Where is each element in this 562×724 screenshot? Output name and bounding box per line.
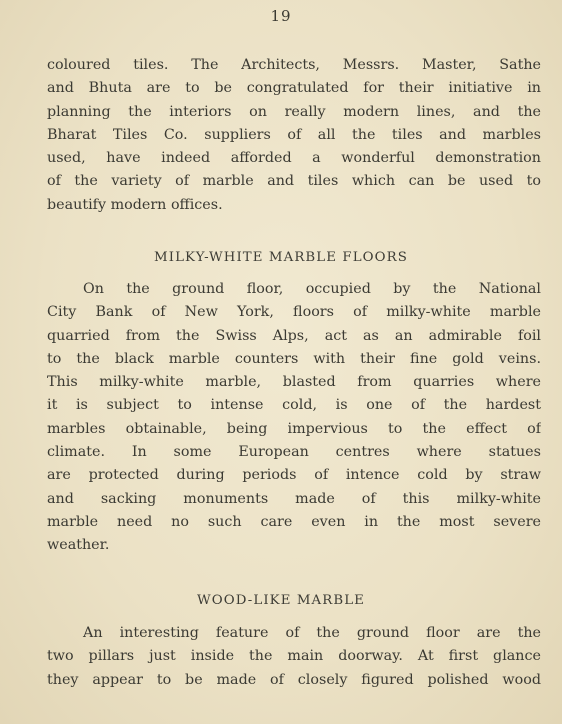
- text-line: This milky-white marble, blasted from quarries where: [47, 374, 541, 391]
- text-line: marbles obtainable, being impervious to the effect of: [47, 420, 541, 437]
- text-line: Bharat Tiles Co. suppliers of all the tiles and marbles: [47, 126, 541, 143]
- text-line: they appear to be made of closely figured polished wood: [47, 671, 541, 688]
- section-heading-wood-like: WOOD-LIKE MARBLE: [197, 593, 365, 608]
- paragraph-milky-white: [47, 278, 541, 558]
- text-line: City Bank of New York, floors of milky-white marble: [47, 304, 541, 321]
- text-line: and sacking monuments made of this milky-white: [47, 490, 541, 507]
- text-line: An interesting feature of the ground floor are the: [83, 625, 541, 641]
- text-line: marble need no such care even in the most severe: [47, 513, 541, 530]
- text-line: two pillars just inside the main doorway. At first glance: [47, 648, 541, 665]
- text-line: planning the interiors on really modern lines, and the: [47, 103, 541, 120]
- text-line: coloured tiles. The Architects, Messrs. Master, Sathe: [47, 57, 541, 73]
- text-line: quarried from the Swiss Alps, act as an admirable foil: [47, 327, 541, 344]
- paragraph-wood-like: [47, 622, 541, 692]
- text-line: weather.: [47, 537, 110, 554]
- text-line: climate. In some European centres where statues: [47, 444, 541, 461]
- text-line: it is subject to intense cold, is one of the hardest: [47, 397, 541, 414]
- text-line: of the variety of marble and tiles which can be used to: [47, 173, 541, 190]
- text-line: to the black marble counters with their fine gold veins.: [47, 350, 541, 367]
- page-number: 19: [270, 7, 292, 25]
- paragraph-intro: [47, 54, 541, 217]
- section-heading-milky-white: MILKY-WHITE MARBLE FLOORS: [154, 250, 408, 265]
- text-line: On the ground floor, occupied by the National: [83, 281, 541, 297]
- text-line: are protected during periods of intence cold by straw: [47, 467, 541, 484]
- text-line: and Bhuta are to be congratulated for their initiative in: [47, 80, 541, 97]
- text-line: used, have indeed afforded a wonderful demonstration: [47, 150, 541, 167]
- text-line: beautify modern offices.: [47, 196, 223, 213]
